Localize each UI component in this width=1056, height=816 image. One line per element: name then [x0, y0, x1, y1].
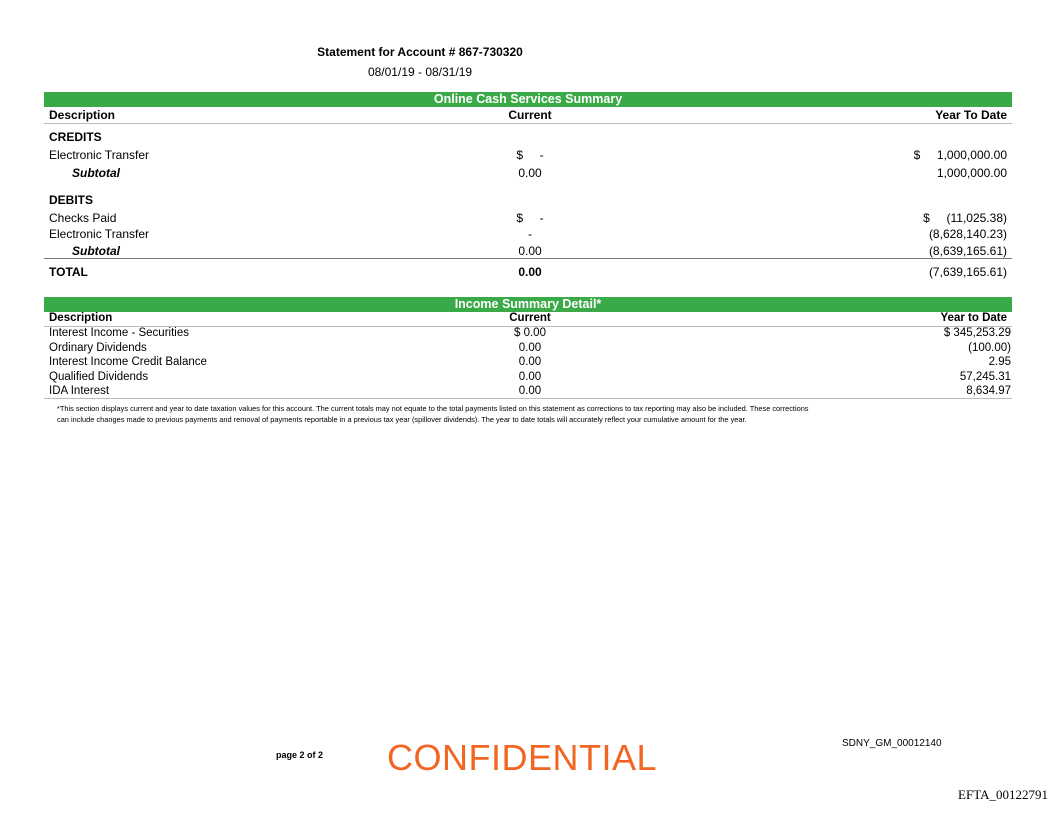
bates-number-efta: EFTA_00122791 [958, 787, 1048, 802]
income-row-ytd: 8,634.97 [966, 385, 1011, 397]
income-col-description: Description [49, 312, 113, 324]
footnote-line: *This section displays current and year to date taxation values for this account. The current totals may not equate to the total payments listed on this statement as corrections to tax reporting may also be included. These corrections [57, 404, 809, 413]
debits-subtotal-label: Subtotal [72, 244, 120, 258]
income-row-label: Interest Income - Securities [49, 327, 189, 339]
total-divider [44, 258, 1012, 259]
credit-row-current: $ - [516, 148, 544, 162]
debit-row-current: - [528, 227, 532, 241]
income-col-current: Current [509, 312, 551, 324]
total-label: TOTAL [49, 265, 88, 279]
debit-row-ytd: $ (11,025.38) [923, 211, 1007, 225]
debits-subtotal-current: 0.00 [518, 244, 542, 258]
income-row-current: 0.00 [518, 385, 542, 397]
credit-row-label: Electronic Transfer [49, 148, 150, 162]
debit-row-label: Checks Paid [49, 211, 117, 225]
cash-col-current: Current [508, 108, 552, 122]
income-row-ytd: $ 345,253.29 [943, 327, 1011, 339]
bates-number-sdny: SDNY_GM_00012140 [842, 738, 942, 749]
debit-row-ytd: (8,628,140.23) [928, 227, 1007, 241]
cash-header-divider [44, 123, 1012, 124]
income-row-ytd: 2.95 [988, 356, 1011, 368]
income-row-label: Qualified Dividends [49, 371, 149, 383]
cash-summary-banner: Online Cash Services Summary [44, 92, 1012, 107]
income-row-ytd: 57,245.31 [959, 371, 1011, 383]
footnote-line: can include changes made to previous payments and removal of payments reportable in a previous tax year (spillover dividends). The year to date totals will accurately reflect your cumulative amount for the year. [57, 415, 747, 424]
credits-subtotal-label: Subtotal [72, 166, 120, 180]
credits-heading: CREDITS [49, 130, 102, 144]
debit-row-label: Electronic Transfer [49, 227, 150, 241]
income-row-ytd: (100.00) [968, 342, 1011, 354]
cash-col-ytd: Year To Date [935, 108, 1007, 122]
income-row-label: Ordinary Dividends [49, 342, 147, 354]
debit-row-current: $ - [516, 211, 544, 225]
income-row-current: 0.00 [518, 371, 542, 383]
income-row-label: IDA Interest [49, 385, 110, 397]
statement-period: 08/01/19 - 08/31/19 [367, 65, 473, 79]
income-footnote [57, 403, 992, 425]
income-row-label: Interest Income Credit Balance [49, 356, 207, 368]
income-col-ytd: Year to Date [940, 312, 1007, 324]
credits-subtotal-current: 0.00 [518, 166, 542, 180]
debits-subtotal-ytd: (8,639,165.61) [928, 244, 1007, 258]
confidential-stamp: CONFIDENTIAL [387, 737, 658, 778]
total-current: 0.00 [518, 265, 542, 279]
income-row-current: 0.00 [518, 342, 542, 354]
income-row-current: 0.00 [518, 356, 542, 368]
total-ytd: (7,639,165.61) [928, 265, 1007, 279]
cash-col-description: Description [49, 108, 116, 122]
debits-heading: DEBITS [49, 193, 94, 207]
credits-subtotal-ytd: 1,000,000.00 [936, 166, 1007, 180]
page-number: page 2 of 2 [276, 750, 324, 760]
income-summary-banner: Income Summary Detail* [44, 297, 1012, 312]
income-bottom-divider [44, 398, 1012, 399]
income-row-current: $ 0.00 [514, 327, 546, 339]
statement-title: Statement for Account # 867-730320 [317, 45, 523, 59]
credit-row-ytd: $ 1,000,000.00 [913, 148, 1007, 162]
